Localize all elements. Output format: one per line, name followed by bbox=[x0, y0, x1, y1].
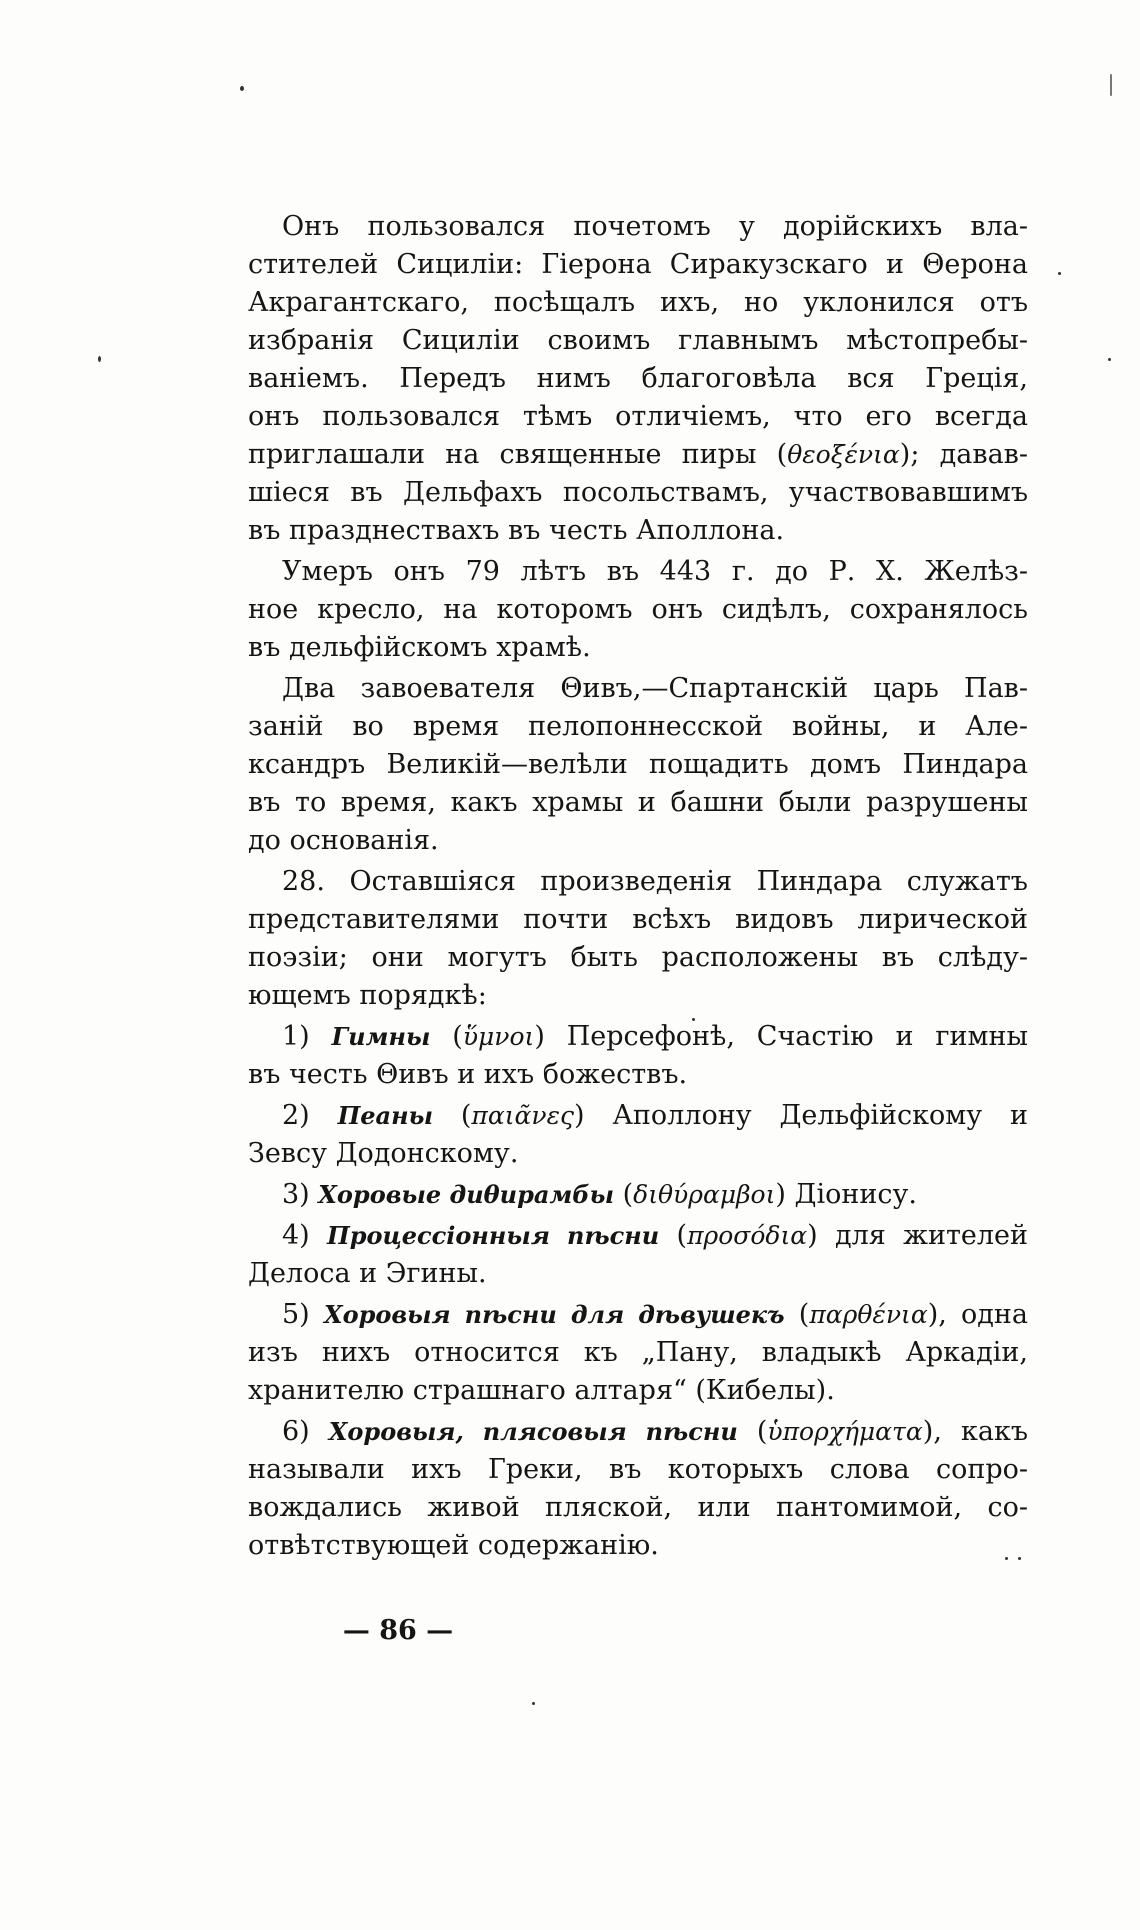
text-line bbox=[248, 436, 1028, 474]
text-line bbox=[248, 1255, 1028, 1293]
text-line bbox=[248, 1296, 1028, 1334]
page-number: — 86 — bbox=[342, 1615, 454, 1646]
line-text: ( bbox=[659, 1220, 688, 1251]
line-text: 1) bbox=[282, 1021, 332, 1052]
print-speck bbox=[1108, 358, 1111, 361]
genre-title: Процессіонныя пѣсни bbox=[327, 1221, 660, 1250]
line-text: ваніемъ. Передъ нимъ благоговѣла вся Греція, bbox=[248, 363, 1028, 394]
greek-term: ὑπορχήματα bbox=[767, 1417, 923, 1446]
text-line bbox=[248, 208, 1028, 246]
line-text: изъ нихъ относится къ „Пану, владыкѣ Аркадіи, bbox=[248, 1337, 1028, 1368]
line-text: 28. Оставшіяся произведенія Пиндара служатъ bbox=[282, 866, 1028, 897]
line-text: 2) bbox=[282, 1100, 338, 1131]
text-line bbox=[248, 1372, 1028, 1410]
line-text: ющемъ порядкѣ: bbox=[248, 980, 487, 1011]
line-text: Акрагантскаго, посѣщалъ ихъ, но уклонился отъ bbox=[248, 287, 1028, 318]
line-text: ( bbox=[784, 1299, 810, 1330]
text-line bbox=[248, 629, 1028, 667]
text-line bbox=[248, 939, 1028, 977]
line-text: ); давав- bbox=[899, 439, 1028, 470]
line-text: ( bbox=[433, 1100, 472, 1131]
text-line bbox=[248, 1018, 1028, 1056]
line-text: ), одна bbox=[927, 1299, 1029, 1330]
line-text: онъ пользовался тѣмъ отличіемъ, что его всегда bbox=[248, 401, 1028, 432]
line-text: 3) bbox=[282, 1179, 319, 1210]
print-speck bbox=[532, 1702, 535, 1705]
line-text: заній во время пелопоннесской войны, и Але- bbox=[248, 711, 1028, 742]
line-text: въ дельфійскомъ храмѣ. bbox=[248, 632, 591, 663]
text-line bbox=[248, 1056, 1028, 1094]
text-line bbox=[248, 746, 1028, 784]
line-text: ксандръ Великій—велѣли пощадить домъ Пиндара bbox=[248, 749, 1028, 780]
text-line bbox=[248, 822, 1028, 860]
greek-term: προσόδια bbox=[687, 1221, 808, 1250]
print-speck bbox=[1058, 272, 1061, 275]
line-text: Онъ пользовался почетомъ у дорійскихъ вла- bbox=[282, 211, 1028, 242]
print-speck bbox=[1018, 1557, 1021, 1560]
greek-term: παρθένια bbox=[809, 1300, 928, 1329]
text-line bbox=[248, 591, 1028, 629]
text-line bbox=[248, 670, 1028, 708]
text-line bbox=[248, 863, 1028, 901]
line-text: въ то время, какъ храмы и башни были разрушены bbox=[248, 787, 1028, 818]
line-text: приглашали на священные пиры ( bbox=[248, 439, 788, 470]
line-text: 6) bbox=[282, 1416, 329, 1447]
line-text: хранителю страшнаго алтаря“ (Кибелы). bbox=[248, 1375, 835, 1406]
text-line bbox=[248, 708, 1028, 746]
line-text: 4) bbox=[282, 1220, 328, 1251]
text-line bbox=[248, 360, 1028, 398]
print-speck bbox=[692, 1018, 695, 1021]
greek-term: διθύραμβοι bbox=[633, 1180, 776, 1209]
genre-title: Пеаны bbox=[337, 1101, 434, 1130]
line-text: до основанія. bbox=[248, 825, 439, 856]
line-text: ( bbox=[737, 1416, 768, 1447]
greek-term: θεοξένια bbox=[787, 440, 900, 469]
text-line bbox=[248, 553, 1028, 591]
line-text: ) Аполлону Дельфійскому и bbox=[574, 1100, 1029, 1131]
line-text: шіеся въ Дельфахъ посольствамъ, участвовавшимъ bbox=[248, 477, 1028, 508]
line-text: ), какъ bbox=[922, 1416, 1029, 1447]
line-text: избранія Сициліи своимъ главнымъ мѣстопребы- bbox=[248, 325, 1028, 356]
text-line bbox=[248, 284, 1028, 322]
line-text: Два завоевателя Θивъ,—Спартанскій царь Пав- bbox=[282, 673, 1028, 704]
text-line bbox=[248, 1489, 1028, 1527]
line-text: ( bbox=[614, 1179, 634, 1210]
greek-term: ὕμνοι bbox=[462, 1022, 535, 1051]
line-text: 5) bbox=[282, 1299, 324, 1330]
text-line bbox=[248, 1217, 1028, 1255]
greek-term: παιᾶνες bbox=[471, 1101, 575, 1130]
line-text: ное кресло, на которомъ онъ сидѣлъ, сохранялось bbox=[248, 594, 1028, 625]
text-line bbox=[248, 1135, 1028, 1173]
text-line bbox=[248, 474, 1028, 512]
line-text: представителями почти всѣхъ видовъ лирической bbox=[248, 904, 1028, 935]
genre-title: Хоровыя, плясовыя пѣсни bbox=[328, 1417, 738, 1446]
text-line bbox=[248, 1097, 1028, 1135]
line-text: ) для жителей bbox=[807, 1220, 1029, 1251]
line-text: называли ихъ Греки, въ которыхъ слова сопро- bbox=[248, 1454, 1028, 1485]
line-text: вождались живой пляской, или пантомимой, со- bbox=[248, 1492, 1028, 1523]
genre-title: Гимны bbox=[331, 1022, 431, 1051]
line-text: Умеръ онъ 79 лѣтъ въ 443 г. до Р. Х. Желѣз- bbox=[282, 556, 1028, 587]
text-line bbox=[248, 901, 1028, 939]
print-speck bbox=[1005, 1557, 1008, 1560]
print-speck bbox=[98, 356, 101, 362]
text-line bbox=[248, 1527, 1028, 1565]
line-text: въ празднествахъ въ честь Аполлона. bbox=[248, 515, 785, 546]
text-line bbox=[248, 1176, 1028, 1214]
body-text bbox=[248, 208, 1028, 1565]
text-line bbox=[248, 512, 1028, 550]
line-text: стителей Сициліи: Гіерона Сиракузскаго и Θерона bbox=[248, 249, 1028, 280]
text-line bbox=[248, 398, 1028, 436]
line-text: поэзіи; они могутъ быть расположены въ слѣду- bbox=[248, 942, 1028, 973]
text-line bbox=[248, 977, 1028, 1015]
text-line bbox=[248, 322, 1028, 360]
text-line bbox=[248, 784, 1028, 822]
print-speck bbox=[1110, 74, 1112, 96]
genre-title: Хоровыя пѣсни для дѣвушекъ bbox=[323, 1300, 785, 1329]
text-line bbox=[248, 246, 1028, 284]
line-text: въ честь Θивъ и ихъ божествъ. bbox=[248, 1059, 688, 1090]
text-line bbox=[248, 1413, 1028, 1451]
line-text: ( bbox=[430, 1021, 463, 1052]
print-speck bbox=[240, 86, 244, 91]
text-line bbox=[248, 1451, 1028, 1489]
text-line bbox=[248, 1334, 1028, 1372]
line-text: Делоса и Эгины. bbox=[248, 1258, 487, 1289]
line-text: ) Персефонѣ, Счастію и гимны bbox=[534, 1021, 1029, 1052]
line-text: отвѣтствующей содержанію. bbox=[248, 1530, 659, 1561]
line-text: Зевсу Додонскому. bbox=[248, 1138, 519, 1169]
line-text: ) Діонису. bbox=[775, 1179, 917, 1210]
genre-title: Хоровые диθирамбы bbox=[318, 1180, 615, 1209]
